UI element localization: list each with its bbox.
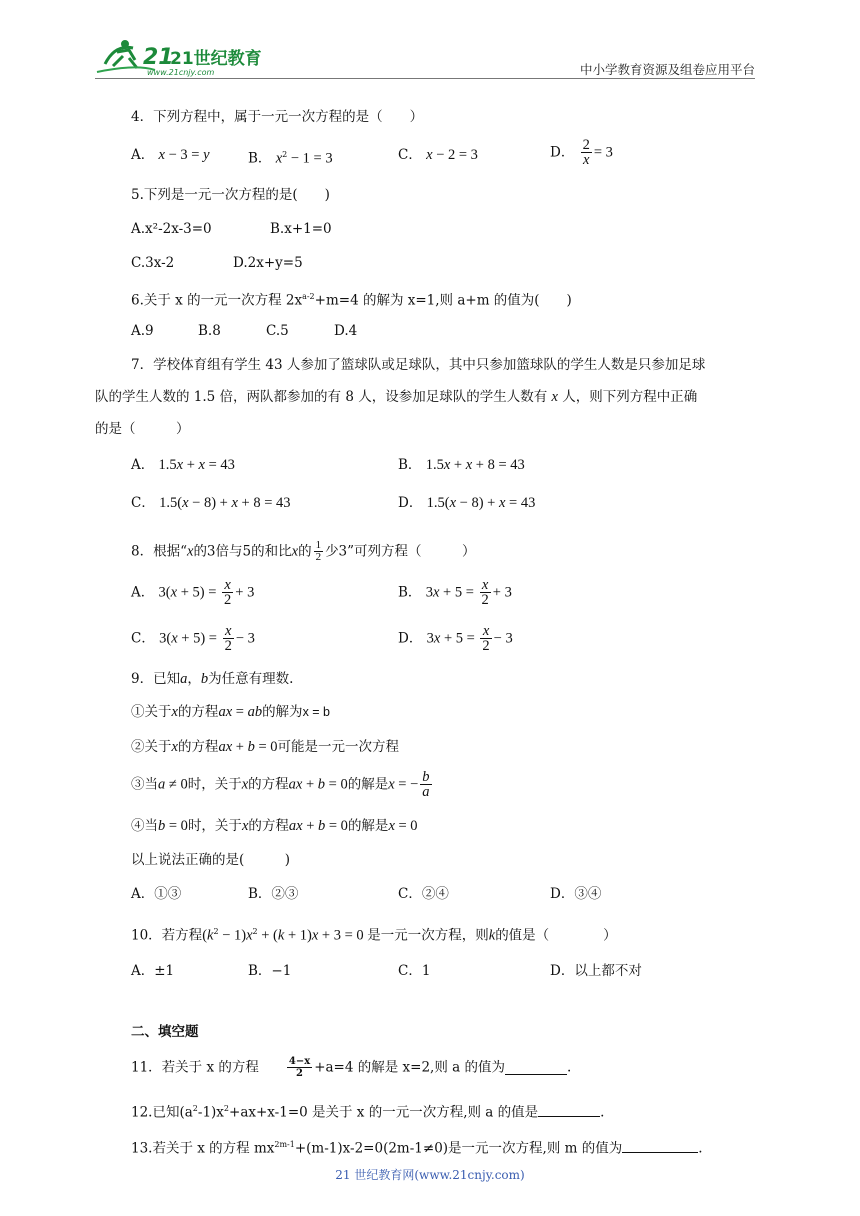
q7-option-a: A． 1.5x + x = 43 (131, 457, 235, 473)
q12-stem: 12.已知$(a^2-1)x^2+ax+x-1=0$ 是关于 x 的一元一次方程,则 a 的值是 . (131, 1100, 604, 1122)
site-logo (95, 34, 265, 78)
q4-option-d: D． $\frac{2}{x}$ = 3 (550, 137, 613, 168)
q9-option-b: B．②③ (248, 886, 299, 902)
header-divider (95, 78, 755, 79)
q8-option-d: D． 3x + 5 = $\frac{x}{2}$ − 3 (398, 623, 513, 654)
q9-statement-3: ③当a ≠ 0时，关于x的方程ax + b = 0的解是x = − $\frac{b}{a}$ (131, 769, 430, 800)
q6-option-d: D.4 (334, 323, 358, 339)
page-header (95, 34, 755, 80)
q7-stem-line3: 的是（ ） (95, 421, 190, 437)
q8-option-b: B． 3x + 5 = $\frac{x}{2}$ + 3 (398, 577, 512, 608)
q9-statement-2: ②关于x的方程ax + b = 0可能是一元一次方程 (131, 739, 399, 755)
q5-option-a: A.x²-2x-3=0 (131, 221, 212, 237)
q10-stem: 10．若方程$(k^2 - 1)x^2 + (k + 1)x + 3 = 0$ 是一元一次方程，则k的值是（ ） (131, 927, 617, 944)
q7-option-d: D． 1.5(x − 8) + x = 43 (398, 495, 536, 511)
q4-option-c: C． x − 2 = 3 (398, 147, 478, 163)
q7-stem-line1: 7．学校体育组有学生 43 人参加了篮球队或足球队，其中只参加篮球队的学生人数是只参加足球 (131, 357, 706, 373)
header-platform-text: 中小学教育资源及组卷应用平台 (579, 62, 755, 77)
q4-option-a: A． x − 3 = y (131, 147, 210, 163)
q6-option-b: B.8 (198, 323, 221, 339)
q11-answer-blank[interactable] (505, 1060, 567, 1075)
q8-stem: 8．根据“x的3倍与5的和比x的 $\frac{1}{2}$ 少3”可列方程（ ） (131, 539, 476, 563)
q10-option-c: C．1 (398, 963, 431, 979)
q5-option-b: B.x+1=0 (270, 221, 332, 237)
q4-option-b: B． $x^2 - 1 = 3$ (248, 150, 333, 167)
q10-option-b: B．−1 (248, 963, 292, 979)
svg-text:21世纪教育: 21世纪教育 (170, 49, 262, 69)
svg-text:21: 21 (143, 45, 174, 70)
q6-option-a: A.9 (131, 323, 154, 339)
q13-stem: 13.若关于 x 的方程 $mx^{2m-1}+(m-1)x-2=0(2m-1\ne 0)$是一元一次方程,则 m 的值为 . (131, 1136, 703, 1158)
q10-option-d: D．以上都不对 (550, 963, 642, 979)
q7-option-c: C． 1.5(x − 8) + x + 8 = 43 (131, 495, 291, 511)
q9-question: 以上说法正确的是( ) (131, 852, 291, 868)
q7-stem-line2: 队的学生人数的 1.5 倍，两队都参加的有 8 人，设参加足球队的学生人数有 x 人，则下列方程中正确 (95, 389, 698, 405)
q6-stem: 6.关于 x 的一元一次方程 $2x^{a-2}+m=4$ 的解为 x=1,则 a+m 的值为( ) (131, 292, 572, 309)
q9-option-d: D．③④ (550, 886, 602, 902)
q6-option-c: C.5 (266, 323, 289, 339)
q5-stem: 5.下列是一元一次方程的是( ) (131, 187, 330, 203)
q4-stem: 4．下列方程中，属于一元一次方程的是（ ） (131, 109, 424, 125)
q13-answer-blank[interactable] (622, 1138, 698, 1153)
q9-statement-1: ①关于x的方程ax = ab的解为x = b (131, 704, 331, 720)
q11-stem: 11．若关于 x 的方程 $\frac{4-x}{2}$ +a=4 的解是 x=2,则 a 的值为 . (131, 1056, 572, 1079)
q12-answer-blank[interactable] (538, 1102, 600, 1117)
q9-option-a: A．①③ (131, 886, 182, 902)
q8-option-a: A． 3(x + 5) = $\frac{x}{2}$ + 3 (131, 577, 255, 608)
q10-option-a: A．±1 (131, 963, 175, 979)
q9-statement-4: ④当b = 0时，关于x的方程ax + b = 0的解是x = 0 (131, 818, 418, 834)
q8-option-c: C． 3(x + 5) = $\frac{x}{2}$ − 3 (131, 623, 255, 654)
section-title: 二、填空题 (131, 1024, 199, 1040)
q7-option-b: B． 1.5x + x + 8 = 43 (398, 457, 525, 473)
q9-stem: 9．已知a，b为任意有理数. (131, 671, 294, 687)
page-footer: 21 世纪教育网(www.21cnjy.com) (335, 1168, 525, 1182)
q9-option-c: C．②④ (398, 886, 449, 902)
svg-text:www.21cnjy.com: www.21cnjy.com (147, 68, 215, 77)
q5-option-d: D.2x+y=5 (233, 255, 303, 271)
q5-option-c: C.3x-2 (131, 255, 175, 271)
